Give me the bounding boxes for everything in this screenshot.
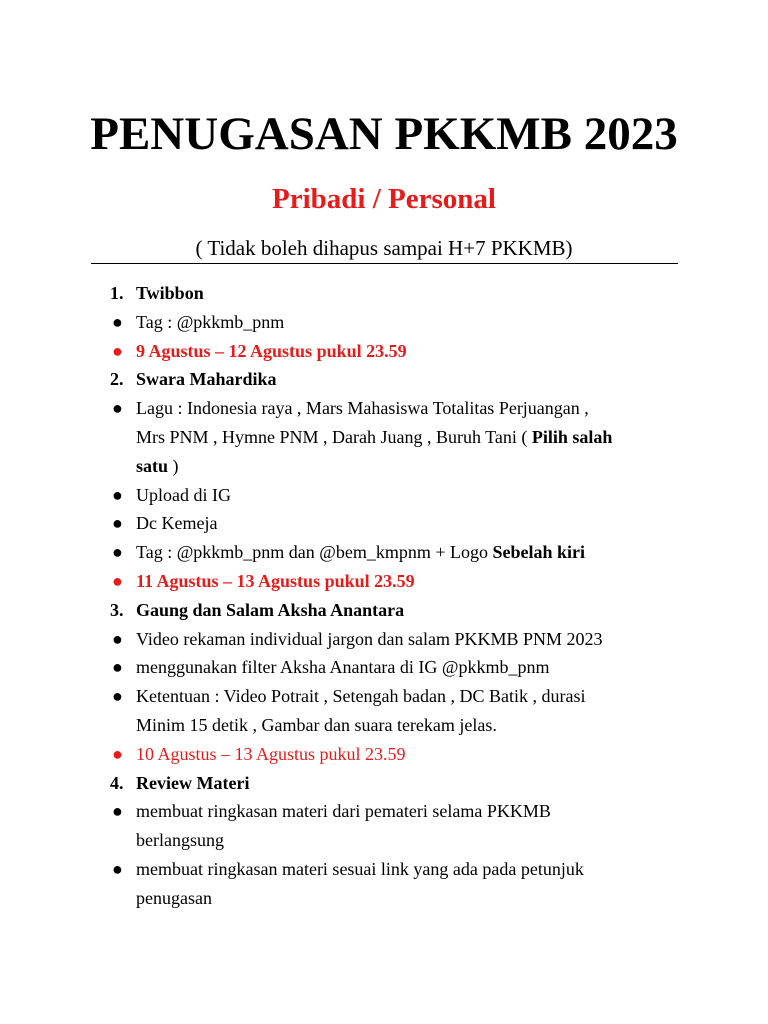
deadline-text: 10 Agustus – 13 Agustus pukul 23.59 (136, 743, 406, 764)
list-item-continuation (0, 423, 768, 452)
list-item-text: Ketentuan : Video Potrait , Setengah badan , DC Batik , durasi (136, 686, 586, 707)
bullet-icon: ● (112, 542, 123, 563)
section-title: Twibbon (136, 283, 204, 303)
list-item-text: Video rekaman individual jargon dan salam PKKMB PNM 2023 (136, 628, 603, 649)
list-item (0, 509, 768, 538)
list-item-text: penugasan (136, 887, 212, 908)
list-item-text: membuat ringkasan materi sesuai link yang ada pada petunjuk (136, 858, 584, 879)
bullet-icon: ● (112, 858, 123, 879)
bullet-icon: ● (112, 398, 123, 419)
list-item-text: membuat ringkasan materi dari pemateri selama PKKMB (136, 801, 551, 822)
list-item-emphasis: Sebelah kiri (492, 542, 586, 563)
list-item (0, 481, 768, 510)
list-item-text: Tag : @pkkmb_pnm dan @bem_kmpnm + Logo (136, 542, 493, 563)
bullet-icon: ● (112, 340, 123, 361)
section-number: 2. (110, 369, 124, 390)
deadline-item (0, 740, 768, 769)
list-item-text: Lagu : Indonesia raya , Mars Mahasiswa Totalitas Perjuangan , (136, 398, 589, 419)
section-heading (0, 769, 768, 798)
list-item (0, 538, 768, 567)
list-item-text: menggunakan filter Aksha Anantara di IG @pkkmb_pnm (136, 657, 550, 678)
list-item-continuation (0, 884, 768, 913)
list-item-continuation (0, 711, 768, 740)
section-title: Gaung dan Salam Aksha Anantara (136, 599, 405, 620)
list-item (0, 308, 768, 337)
list-item-text: Upload di IG (136, 484, 231, 505)
section-title: Review Materi (136, 772, 250, 793)
list-item (0, 653, 768, 682)
bullet-icon: ● (112, 743, 123, 764)
deadline-item (0, 337, 768, 366)
deadline-text: 9 Agustus – 12 Agustus pukul 23.59 (136, 340, 407, 361)
bullet-icon: ● (112, 513, 123, 534)
list-item-continuation (0, 826, 768, 855)
bullet-icon: ● (112, 628, 123, 649)
bullet-icon: ● (112, 686, 123, 707)
section-heading (0, 365, 768, 394)
deadline-item (0, 567, 768, 596)
list-item (0, 625, 768, 654)
bullet-icon: ● (112, 311, 123, 332)
bullet-icon: ● (112, 570, 123, 591)
document-subtitle: Pribadi / Personal (272, 183, 496, 215)
divider-line (91, 263, 678, 264)
section-number: 4. (110, 772, 124, 793)
list-item-text: Minim 15 detik , Gambar dan suara terekam jelas. (136, 714, 497, 735)
task-list (0, 279, 768, 913)
list-item-continuation (0, 452, 768, 481)
document-title: PENUGASAN PKKMB 2023 (90, 108, 678, 160)
bullet-icon: ● (112, 657, 123, 678)
list-item-text: Mrs PNM , Hymne PNM , Darah Juang , Buruh Tani ( (136, 426, 532, 447)
deadline-text: 11 Agustus – 13 Agustus pukul 23.59 (136, 570, 415, 591)
document-note: ( Tidak boleh dihapus sampai H+7 PKKMB) (195, 236, 573, 260)
list-item-text: ) (168, 455, 179, 476)
section-heading (0, 596, 768, 625)
bullet-icon: ● (112, 484, 123, 505)
list-item (0, 797, 768, 826)
section-heading (0, 279, 768, 308)
list-item (0, 394, 768, 423)
list-item-emphasis: Pilih salah (531, 426, 613, 447)
list-item-text: berlangsung (136, 830, 224, 851)
bullet-icon: ● (112, 801, 123, 822)
section-number: 3. (110, 599, 124, 620)
list-item-emphasis: satu (136, 455, 169, 476)
list-item (0, 855, 768, 884)
section-title: Swara Mahardika (136, 369, 277, 390)
list-item-text: Tag : @pkkmb_pnm (136, 311, 285, 332)
list-item (0, 682, 768, 711)
section-number: 1. (110, 283, 124, 303)
list-item-text: Dc Kemeja (136, 513, 218, 534)
